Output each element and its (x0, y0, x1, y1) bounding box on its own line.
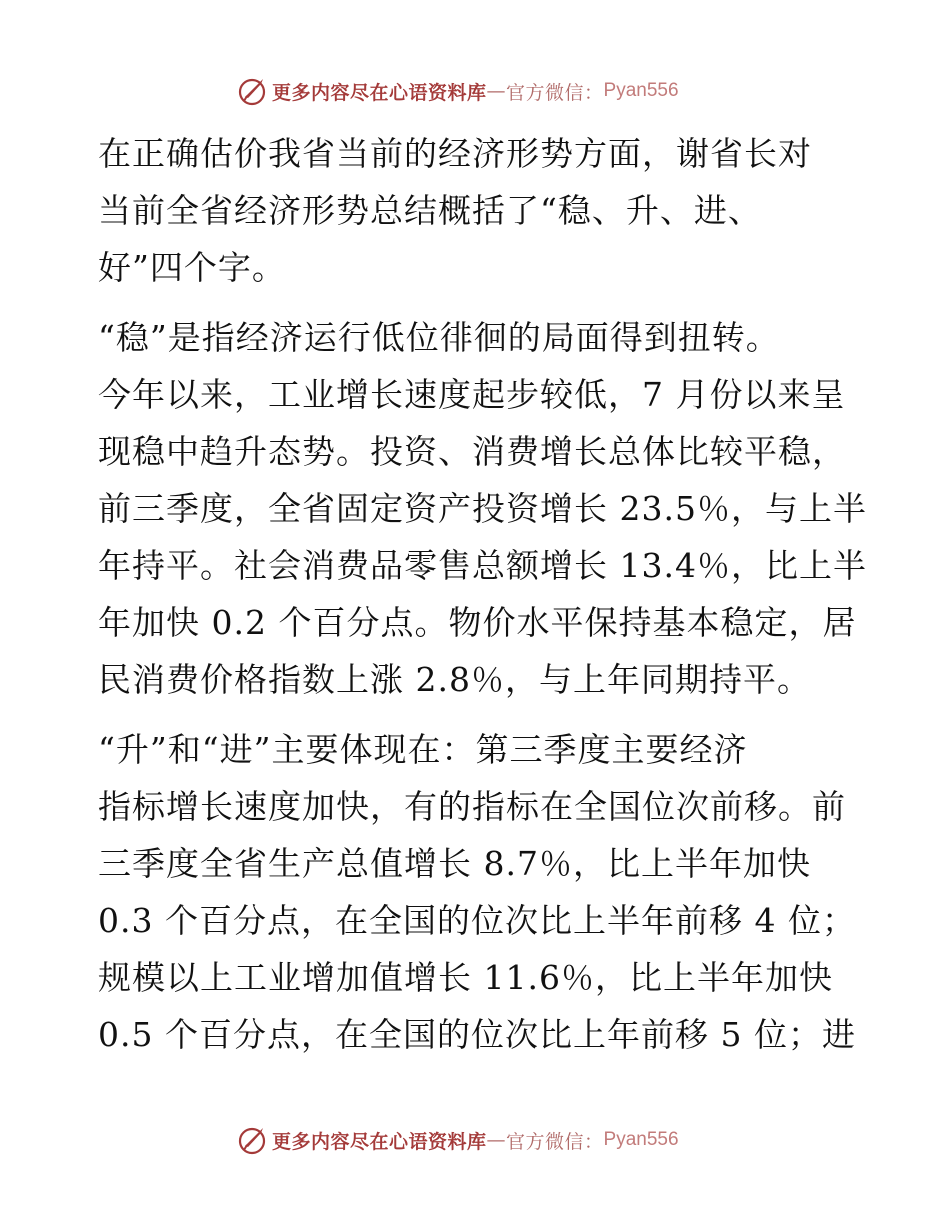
watermark-dash: — (486, 1129, 507, 1151)
text-line: 指标增长速度加快，有的指标在全国位次前移。前 (98, 787, 846, 826)
text-line: 规模以上工业增加值增长 11.6％，比上半年加快 (98, 958, 833, 997)
watermark-wechat-id: Pyan556 (603, 80, 679, 101)
document-body (98, 125, 868, 1076)
text-line: 三季度全省生产总值增长 8.7％，比上半年加快 (98, 844, 811, 883)
text-line: 民消费价格指数上涨 2.8％，与上年同期持平。 (98, 660, 811, 699)
watermark-banner-bottom (236, 1122, 716, 1158)
text-line: 当前全省经济形势总结概括了“稳、升、进、 (98, 191, 762, 230)
watermark-text: 更多内容尽在心语资料库 (272, 81, 487, 104)
watermark-banner-top (236, 73, 716, 109)
text-line: “稳”是指经济运行低位徘徊的局面得到扭转。 (98, 318, 780, 357)
watermark-wechat-label: 官方微信： (506, 81, 604, 104)
quill-circle-logo-icon (236, 1124, 268, 1156)
quill-circle-logo-icon (236, 75, 268, 107)
text-line: 0.3 个百分点，在全国的位次比上半年前移 4 位； (98, 901, 856, 940)
text-line: 0.5 个百分点，在全国的位次比上年前移 5 位；进 (98, 1015, 856, 1054)
text-line: 年持平。社会消费品零售总额增长 13.4％，比上半 (98, 546, 867, 585)
paragraph-2 (98, 309, 868, 708)
watermark-text: 更多内容尽在心语资料库 (272, 1130, 487, 1153)
text-line: 前三季度，全省固定资产投资增长 23.5％，与上半 (98, 489, 867, 528)
text-line: 现稳中趋升态势。投资、消费增长总体比较平稳， (98, 432, 846, 471)
watermark-dash: — (486, 80, 507, 102)
text-line: 年加快 0.2 个百分点。物价水平保持基本稳定，居 (98, 603, 857, 642)
watermark-wechat-label: 官方微信： (506, 1130, 604, 1153)
text-line: 今年以来，工业增长速度起步较低，7 月份以来呈 (98, 375, 846, 414)
paragraph-3 (98, 721, 868, 1063)
watermark-wechat-id: Pyan556 (603, 1129, 679, 1150)
paragraph-1 (98, 125, 868, 296)
text-line: 在正确估价我省当前的经济形势方面，谢省长对 (98, 134, 812, 173)
text-line: 好”四个字。 (98, 248, 286, 287)
text-line: “升”和“进”主要体现在：第三季度主要经济 (98, 730, 748, 769)
